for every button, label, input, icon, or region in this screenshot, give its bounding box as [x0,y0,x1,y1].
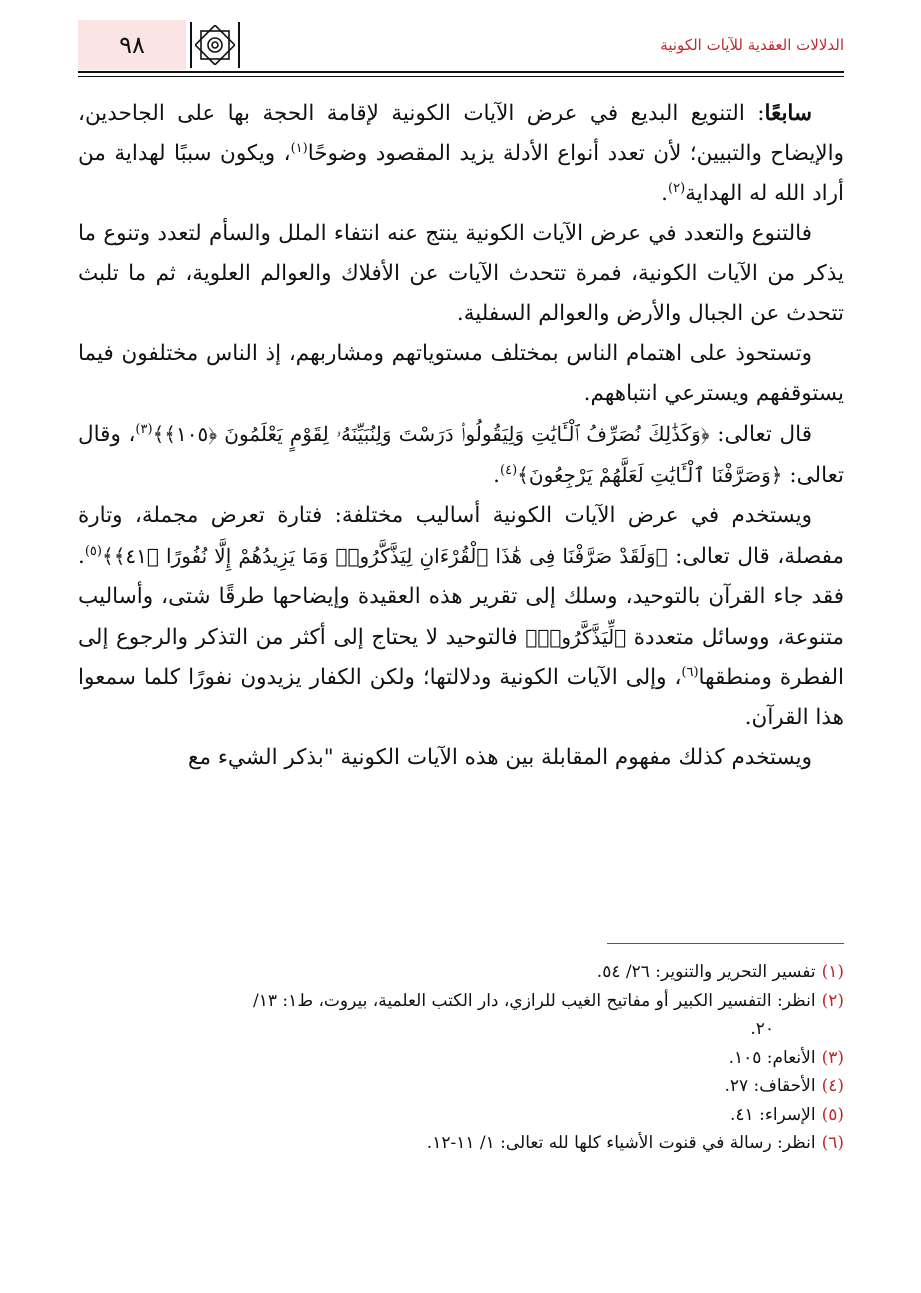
text: . [661,181,668,206]
footnotes [78,958,844,1158]
text: ، وقال تعالى: [78,422,844,488]
footnote-text: الأحقاف: ٢٧. [724,1076,816,1096]
footnote-ref-5[interactable]: (٥) [84,543,102,559]
footnote-6 [78,1129,844,1158]
quran-verse: ﴿لِّيَذَّكَّرُوا۟﴾ [525,625,627,649]
footnote-text: الإسراء: ٤١. [730,1104,816,1125]
footnote-ref-2[interactable]: (٢) [668,180,686,196]
paragraph-3: وتستحوذ على اهتمام الناس بمختلف مستوياتهم ومشاربهم، إذ الناس مختلفون فيما يستوقفهم ويسترعي انتباههم. [78,341,844,406]
paragraph-lead: سابعًا [764,101,812,126]
footnote-text: الأنعام: ١٠٥. [728,1047,816,1068]
quran-verse: ﴿وَكَذَٰلِكَ نُصَرِّفُ ٱلْـَٔايَٰتِ وَلِيَقُولُوا۟ دَرَسْتَ وَلِنُبَيِّنَهُۥ لِقَوْمٍ يَعْلَمُونَ ﴿١٠٥﴾﴾ [152,422,710,446]
footnote-number: (٢) [821,990,844,1011]
page-number-box [78,20,186,70]
footnote-text: تفسير التحرير والتنوير: ٢٦/ ٥٤. [596,962,816,982]
text: فالتوحيد لا يحتاج إلى أكثر من التذكر والرجوع إلى الفطرة ومنطقها [78,625,844,690]
footnote-separator [607,943,844,944]
footnote-ref-1[interactable]: (١) [290,140,308,156]
footnote-text: انظر: رسالة في قنوت الأشياء كلها لله تعالى: ١/ ١١-١٢. [426,1133,816,1153]
quran-verse: ﴿وَلَقَدْ صَرَّفْنَا فِى هَٰذَا ٱلْقُرْءَانِ لِيَذَّكَّرُوا۟ وَمَا يَزِيدُهُمْ إِلَّا نُفُورًا ﴿٤١﴾﴾ [101,544,668,568]
header-rule-thick [78,71,844,73]
text: ويستخدم في عرض الآيات الكونية أساليب مختلفة: فتارة تعرض مجملة، وتارة مفصلة، قال تعالى: [78,503,844,569]
footnote-1 [78,958,844,987]
paragraph-6: ويستخدم كذلك مفهوم المقابلة بين هذه الآيات الكونية "بذكر الشيء مع [188,745,812,770]
text: : التنويع البديع في عرض الآيات الكونية لإقامة الحجة بها على الجاحدين، والإيضاح والتبيين؛ لأن تعدد أنواع الأدلة يزيد المقصود وضوحًا [78,101,844,166]
footnote-ref-3[interactable]: (٣) [135,421,153,437]
paragraph-2: فالتنوع والتعدد في عرض الآيات الكونية ينتج عنه انتفاء الملل والسأم لتعدد وتنوع ما يذكر من الآيات الكونية، فمرة تتحدث الآيات عن الأفلاك والعوالم العلوية، ثم ما تلبث تتحدث عن الجبال والأرض والعوالم السفلية. [78,221,844,326]
footnote-number: (١) [821,962,844,982]
paragraph-5 [78,496,844,738]
text: ، ويكون سببًا لهداية من أراد الله له الهداية [78,141,844,206]
quran-verse: ﴿وَصَرَّفْنَا ٱلْـَٔايَٰتِ لَعَلَّهُمْ يَرْجِعُونَ﴾ [517,463,783,487]
header-rule-thin [78,76,844,77]
page-header [78,20,844,70]
footnote-number: (٣) [821,1047,844,1068]
footnote-2 [78,987,844,1016]
text: قال تعالى: [709,422,812,447]
ornament-icon [190,22,240,68]
text: . فقد جاء القرآن بالتوحيد، وسلك إلى تقرير هذه العقيدة وإيضاحها طرقًا شتى، وأساليب متنوعة، ووسائل متعددة [78,544,844,650]
running-title: الدلالات العقدية للآيات الكونية [660,36,844,54]
footnote-text: انظر: التفسير الكبير أو مفاتيح الغيب للرازي، دار الكتب العلمية، بيروت، ط١: ١٣/ [253,990,816,1011]
paragraph-4 [78,414,844,496]
footnote-3 [78,1044,844,1073]
main-text [78,94,844,778]
footnote-number: (٥) [821,1104,844,1125]
text: . [493,463,501,488]
footnote-2-continuation: ٢٠. [750,1019,774,1039]
footnote-ref-4[interactable]: (٤) [500,462,518,478]
footnote-number: (٦) [821,1133,844,1153]
text: ، وإلى الآيات الكونية ودلالتها؛ ولكن الكفار يزيدون نفورًا كلما سمعوا هذا القرآن. [78,665,844,730]
page-number: ٩٨ [119,31,145,59]
footnote-5 [78,1101,844,1130]
footnote-4 [78,1072,844,1101]
paragraph-1 [78,94,844,214]
footnote-number: (٤) [821,1076,844,1096]
footnote-ref-6[interactable]: (٦) [681,664,699,680]
